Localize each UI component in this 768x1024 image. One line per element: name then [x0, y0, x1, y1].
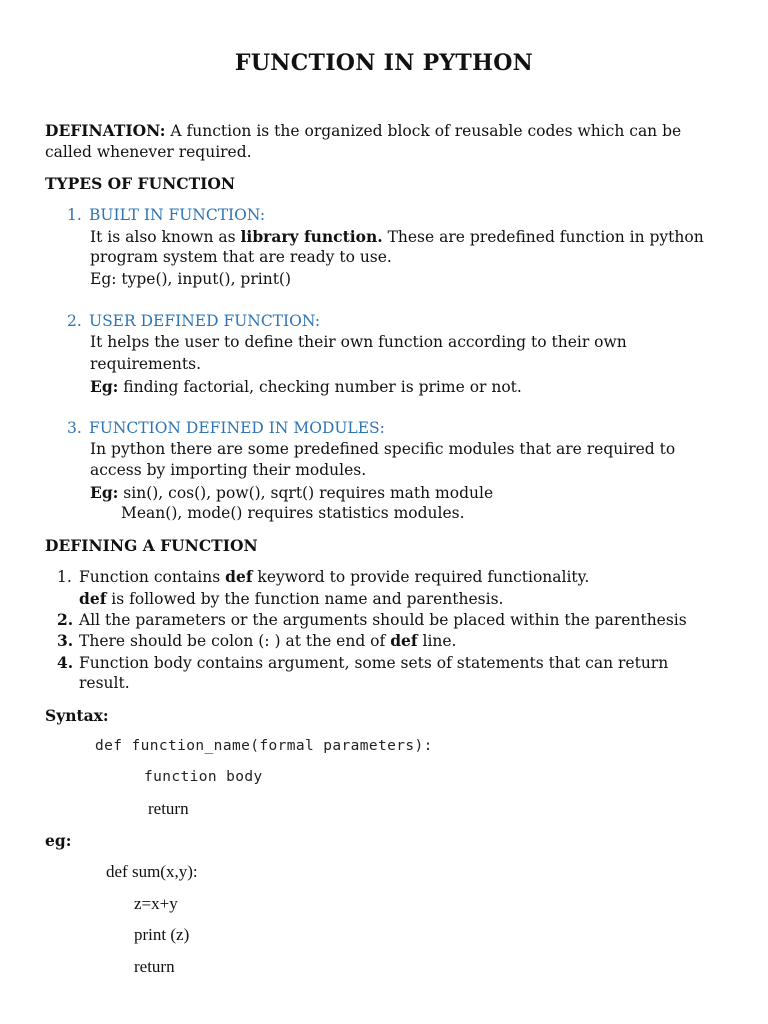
example-line-3: print (z)	[134, 925, 190, 944]
type-3-example-text: sin(), cos(), pow(), sqrt() requires math module	[118, 484, 494, 502]
type-1-heading-text: BUILT IN FUNCTION:	[89, 206, 266, 224]
example-label: eg:	[45, 831, 72, 850]
example-line-4: return	[134, 957, 175, 976]
definition-text-2: called whenever required.	[45, 143, 252, 161]
type-2-number: 2.	[67, 312, 82, 330]
type-2-example-text: finding factorial, checking number is prime or not.	[118, 378, 522, 396]
defining-point-1-number: 1.	[57, 568, 72, 586]
type-2-line-2: requirements.	[90, 355, 201, 373]
type-3-example-line-2: Mean(), mode() requires statistics modules.	[121, 504, 465, 522]
type-1-line-1-pre: It is also known as	[90, 228, 241, 246]
type-3-heading	[67, 418, 385, 439]
defining-point-1-pre: Function contains	[79, 568, 226, 586]
defining-point-3	[57, 630, 457, 652]
example-line-1: def sum(x,y):	[106, 862, 198, 881]
defining-point-2	[57, 609, 687, 631]
defining-point-4	[57, 652, 668, 674]
types-heading: TYPES OF FUNCTION	[45, 174, 236, 193]
defining-point-1-post: keyword to provide required functionality.	[252, 568, 590, 586]
type-1-line-1	[90, 226, 704, 248]
type-2-heading	[67, 311, 320, 332]
defining-point-4-number: 4.	[57, 653, 74, 672]
defining-point-3-def: def	[390, 631, 418, 650]
syntax-label: Syntax:	[45, 706, 109, 725]
defining-point-3-post: line.	[417, 632, 457, 650]
type-2-example-label: Eg:	[90, 377, 119, 396]
type-3-line-2: access by importing their modules.	[90, 461, 367, 479]
syntax-line-1: def function_name(formal parameters):	[95, 738, 433, 754]
defining-point-1	[57, 566, 589, 588]
type-1-heading	[67, 205, 265, 226]
defining-point-1-sub	[79, 588, 503, 610]
type-1-library-function: library function.	[240, 227, 383, 246]
type-3-heading-text: FUNCTION DEFINED IN MODULES:	[89, 419, 385, 437]
defining-point-2-text: All the parameters or the arguments should be placed within the parenthesis	[79, 611, 687, 629]
definition-label: DEFINATION:	[45, 121, 166, 140]
defining-point-4-line-2: result.	[79, 674, 130, 692]
definition-text-1: A function is the organized block of reusable codes which can be	[165, 122, 682, 140]
page-title: FUNCTION IN PYTHON	[234, 50, 534, 76]
type-1-line-1-post: These are predefined function in python	[382, 228, 704, 246]
type-3-example-label: Eg:	[90, 483, 119, 502]
type-1-line-2: program system that are ready to use.	[90, 248, 392, 266]
type-3-line-1: In python there are some predefined specific modules that are required to	[90, 440, 676, 458]
type-3-example	[90, 482, 493, 504]
type-1-number: 1.	[67, 206, 82, 224]
type-2-line-1: It helps the user to define their own function according to their own	[90, 333, 627, 351]
defining-point-2-number: 2.	[57, 610, 74, 629]
type-3-number: 3.	[67, 419, 82, 437]
type-2-heading-text: USER DEFINED FUNCTION:	[89, 312, 321, 330]
defining-point-3-number: 3.	[57, 631, 74, 650]
syntax-line-2: function body	[144, 769, 263, 785]
example-line-2: z=x+y	[134, 894, 178, 913]
defining-point-1-sub-def: def	[79, 589, 107, 608]
type-1-example: Eg: type(), input(), print()	[90, 270, 292, 288]
defining-point-1-sub-text: is followed by the function name and parenthesis.	[106, 590, 504, 608]
type-2-example	[90, 376, 522, 398]
defining-point-4-text: Function body contains argument, some sets of statements that can return	[79, 654, 669, 672]
definition-line-1	[45, 120, 681, 142]
defining-heading: DEFINING A FUNCTION	[45, 536, 258, 555]
syntax-line-3: return	[148, 799, 189, 818]
defining-point-1-def: def	[225, 567, 253, 586]
defining-point-3-pre: There should be colon (: ) at the end of	[79, 632, 391, 650]
